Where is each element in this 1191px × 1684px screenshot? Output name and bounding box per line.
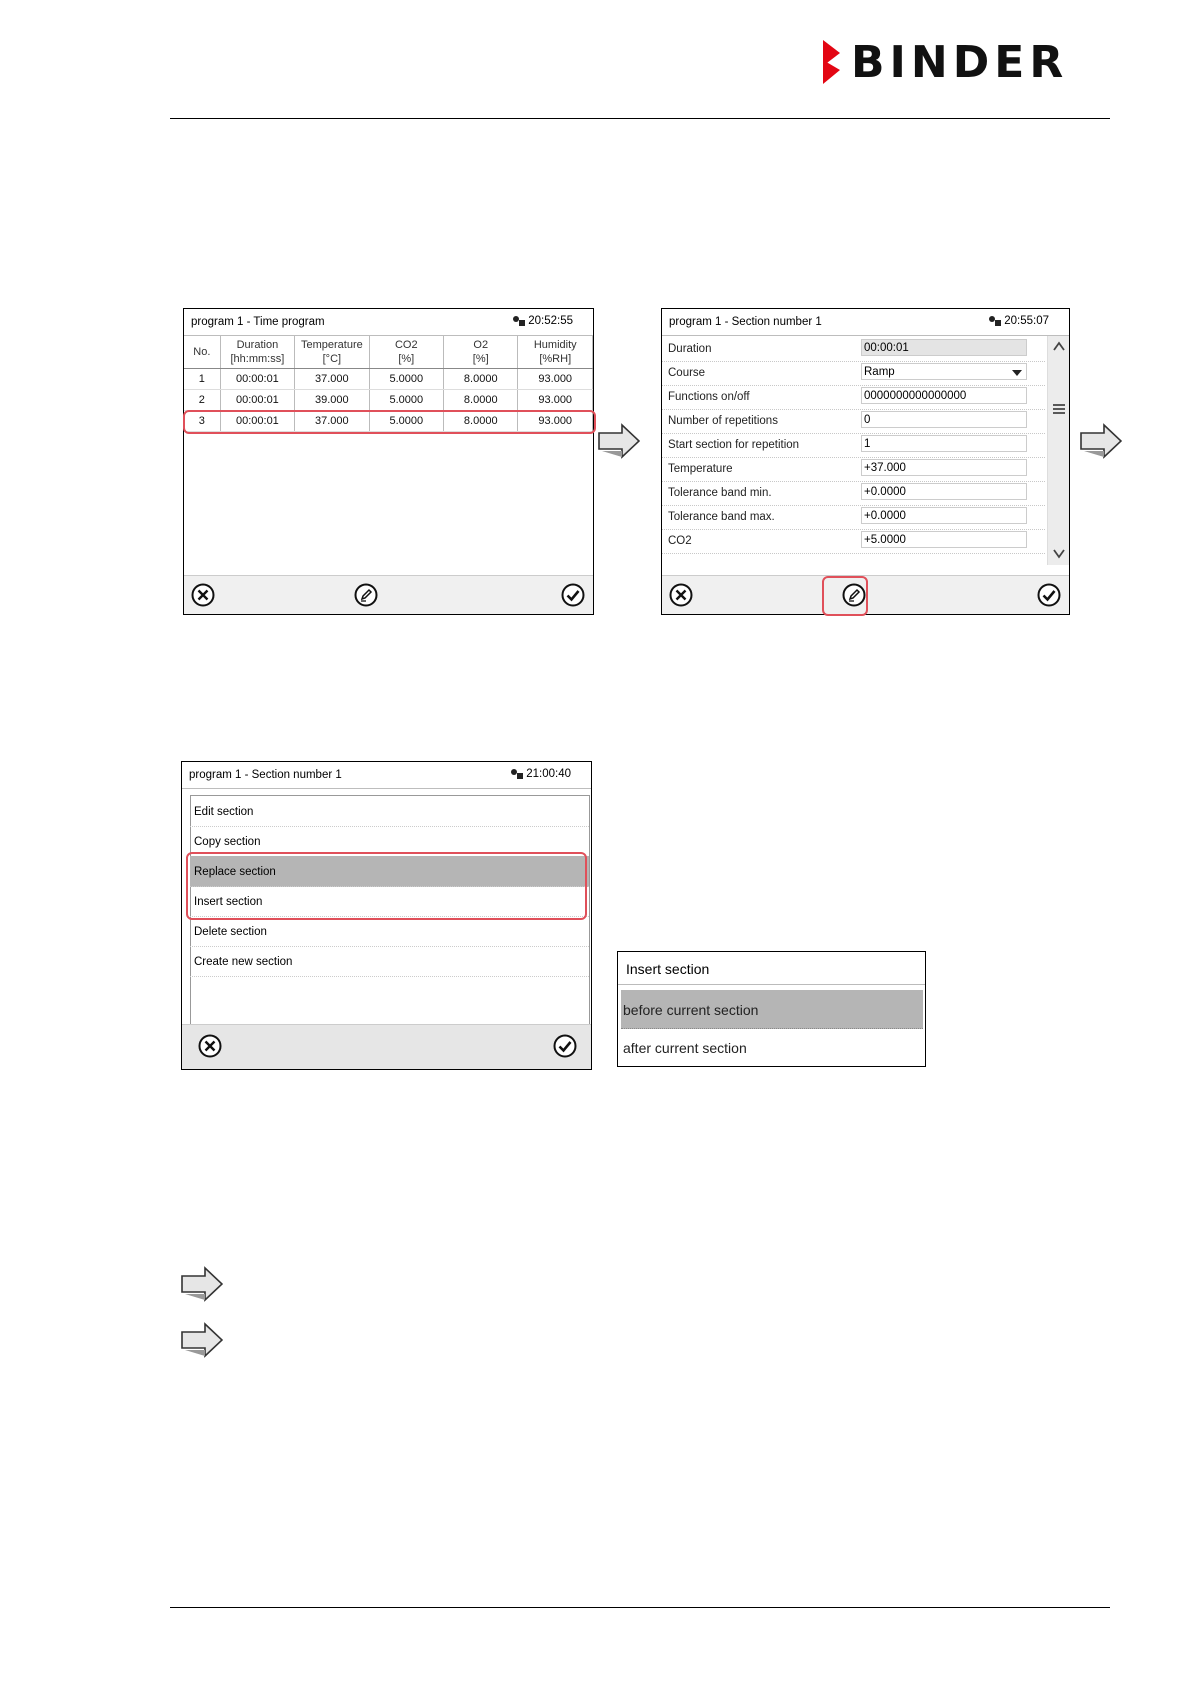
- time-program-screen: [183, 308, 594, 615]
- parameter-value[interactable]: 00:00:01: [861, 339, 1027, 356]
- parameter-value[interactable]: 0: [861, 411, 1027, 428]
- menu-item[interactable]: [190, 796, 589, 827]
- cancel-icon[interactable]: [669, 583, 693, 607]
- footer-rule: [170, 1607, 1110, 1608]
- parameter-value[interactable]: +37.000: [861, 459, 1027, 476]
- submenu-header: [618, 952, 925, 985]
- user-lock-icon: [510, 768, 524, 780]
- next-step-arrow-icon: [1080, 423, 1122, 459]
- table-row[interactable]: [184, 390, 593, 411]
- table-cell: 8.0000: [444, 390, 518, 411]
- edit-icon[interactable]: [354, 583, 378, 607]
- column-header-label: CO2: [394, 339, 418, 351]
- column-header-label: Humidity: [533, 339, 577, 351]
- binder-logo: [823, 38, 1068, 86]
- table-cell: 1: [184, 369, 220, 390]
- column-header: [220, 336, 294, 369]
- table-cell: 39.000: [295, 390, 369, 411]
- parameter-value[interactable]: +5.0000: [861, 531, 1027, 548]
- column-header: [184, 336, 220, 369]
- column-header-label: O2: [473, 339, 489, 351]
- parameter-row[interactable]: [662, 336, 1045, 362]
- binder-logo-mark-icon: [823, 40, 843, 84]
- parameter-row[interactable]: [662, 528, 1045, 554]
- table-cell: 00:00:01: [220, 369, 294, 390]
- menu-item[interactable]: [190, 946, 589, 977]
- menu-item[interactable]: [190, 916, 589, 947]
- table-cell: 3: [184, 411, 220, 432]
- clock: [512, 315, 573, 327]
- column-header: [444, 336, 518, 369]
- table-cell: 93.000: [518, 369, 593, 390]
- menu-item-label: Copy section: [194, 836, 261, 848]
- menu-item-label: Create new section: [194, 956, 293, 968]
- table-cell: 8.0000: [444, 411, 518, 432]
- parameter-row[interactable]: [662, 456, 1045, 482]
- confirm-icon[interactable]: [553, 1034, 577, 1058]
- menu-item-label: Delete section: [194, 926, 267, 938]
- table-row[interactable]: [184, 369, 593, 390]
- column-header: [295, 336, 369, 369]
- screen-footer: [182, 1024, 591, 1069]
- parameter-row[interactable]: [662, 480, 1045, 506]
- column-header-unit: [%RH]: [539, 353, 572, 365]
- screen-header: [184, 309, 593, 336]
- screen-title: program 1 - Section number 1: [669, 316, 822, 328]
- table-cell: 5.0000: [369, 369, 443, 390]
- parameter-value[interactable]: 0000000000000000: [861, 387, 1027, 404]
- menu-item-label: Edit section: [194, 806, 254, 818]
- table-cell: 5.0000: [369, 390, 443, 411]
- menu-item-label: Insert section: [194, 896, 263, 908]
- parameter-label: CO2: [668, 535, 692, 547]
- table-cell: 5.0000: [369, 411, 443, 432]
- column-header-unit: [°C]: [322, 353, 342, 365]
- user-lock-icon: [512, 315, 526, 327]
- user-lock-icon: [988, 315, 1002, 327]
- confirm-icon[interactable]: [1037, 583, 1061, 607]
- parameter-label: Functions on/off: [668, 391, 750, 403]
- screen-header: [182, 762, 591, 789]
- parameter-label: Course: [668, 367, 706, 379]
- scroll-down-icon[interactable]: [1052, 548, 1066, 560]
- parameter-label: Tolerance band max.: [668, 511, 775, 523]
- edit-button-highlight: [822, 576, 868, 616]
- parameter-row[interactable]: [662, 360, 1045, 386]
- column-header-label: Duration: [236, 339, 279, 351]
- parameter-row[interactable]: [662, 384, 1045, 410]
- insert-section-submenu: [617, 951, 926, 1067]
- parameter-row[interactable]: [662, 408, 1045, 434]
- next-step-arrow-icon: [598, 423, 640, 459]
- column-header: [518, 336, 593, 369]
- clock: [988, 315, 1049, 327]
- parameter-value[interactable]: 1: [861, 435, 1027, 452]
- submenu-option-before[interactable]: before current section: [621, 990, 923, 1029]
- confirm-icon[interactable]: [561, 583, 585, 607]
- parameter-label: Tolerance band min.: [668, 487, 772, 499]
- cancel-icon[interactable]: [198, 1034, 222, 1058]
- parameter-row[interactable]: [662, 504, 1045, 530]
- table-cell: 37.000: [295, 411, 369, 432]
- brand-name: BINDER: [851, 36, 1069, 88]
- table-header: [184, 336, 593, 369]
- submenu-title: Insert section: [626, 961, 710, 977]
- scroll-handle-icon[interactable]: [1052, 403, 1066, 415]
- bullet-arrow-icon: [181, 1322, 223, 1358]
- column-header-label: No.: [193, 346, 211, 358]
- clock: [510, 768, 571, 780]
- parameter-value[interactable]: +0.0000: [861, 483, 1027, 500]
- menu-highlight: [186, 852, 587, 920]
- parameter-label: Temperature: [668, 463, 733, 475]
- table-cell: 93.000: [518, 411, 593, 432]
- table-cell: 37.000: [295, 369, 369, 390]
- column-header-unit: [%]: [398, 353, 415, 365]
- cancel-icon[interactable]: [191, 583, 215, 607]
- clock-time: 21:00:40: [526, 768, 571, 780]
- dropdown-arrow-icon[interactable]: [1012, 370, 1022, 376]
- parameter-row[interactable]: [662, 432, 1045, 458]
- parameter-label: Number of repetitions: [668, 415, 778, 427]
- parameter-label: Start section for repetition: [668, 439, 800, 451]
- screen-title: program 1 - Section number 1: [189, 769, 342, 781]
- clock-time: 20:55:07: [1004, 315, 1049, 327]
- screen-title: program 1 - Time program: [191, 316, 325, 328]
- header-rule: [170, 118, 1110, 119]
- table-cell: 00:00:01: [220, 411, 294, 432]
- parameter-value[interactable]: +0.0000: [861, 507, 1027, 524]
- table-cell: 8.0000: [444, 369, 518, 390]
- column-header-unit: [hh:mm:ss]: [230, 353, 285, 365]
- row-highlight: [183, 410, 596, 434]
- screen-header: [662, 309, 1069, 336]
- table-cell: 00:00:01: [220, 390, 294, 411]
- column-header-label: Temperature: [300, 339, 363, 351]
- parameter-label: Duration: [668, 343, 712, 355]
- parameter-value[interactable]: Ramp: [861, 363, 1027, 380]
- submenu-option-after[interactable]: after current section: [623, 1040, 747, 1056]
- screen-footer: [184, 575, 593, 614]
- bullet-arrow-icon: [181, 1266, 223, 1302]
- table-cell: 93.000: [518, 390, 593, 411]
- clock-time: 20:52:55: [528, 315, 573, 327]
- table-cell: 2: [184, 390, 220, 411]
- column-header: [369, 336, 443, 369]
- menu-item-label: Replace section: [194, 866, 276, 878]
- column-header-unit: [%]: [472, 353, 489, 365]
- scroll-up-icon[interactable]: [1052, 340, 1066, 352]
- section-parameters-screen: [661, 308, 1070, 615]
- scrollbar[interactable]: [1047, 336, 1070, 565]
